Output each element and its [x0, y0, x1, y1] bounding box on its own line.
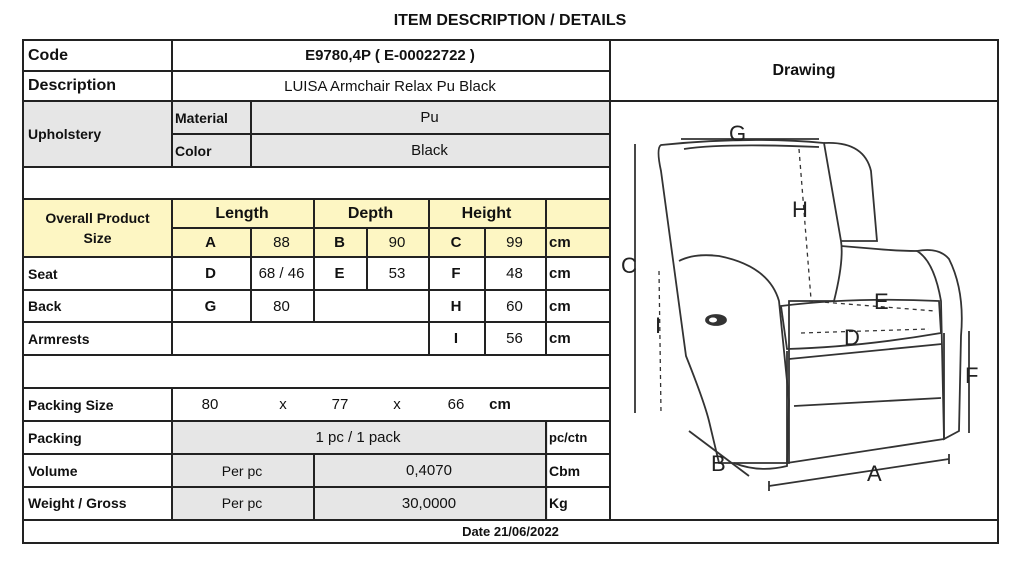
code-value: E9780,4P ( E-00022722 )	[305, 47, 475, 64]
d-value: 68 / 46	[258, 265, 305, 282]
armrests-unit: cm	[549, 330, 571, 347]
c-value: 99	[506, 233, 523, 251]
volume-per: Per pc	[221, 462, 263, 479]
packing-unit: pc/ctn	[549, 430, 588, 445]
depth-header: Depth	[347, 204, 394, 222]
armrests-label: Armrests	[28, 330, 90, 347]
g-value: 80	[273, 297, 290, 315]
seat-unit: cm	[549, 265, 571, 282]
d-letter: D	[205, 265, 216, 282]
drawing-letter-f: F	[965, 363, 979, 388]
i-value: 56	[506, 330, 523, 347]
drawing-letter-b: B	[711, 451, 726, 476]
packing-width: 77	[331, 396, 349, 413]
packing-x2: x	[393, 396, 401, 413]
overall-size-label	[24, 199, 171, 256]
volume-unit: Cbm	[549, 462, 581, 479]
packing-height: 66	[447, 396, 465, 413]
drawing-letter-g: G	[729, 121, 747, 146]
drawing-letter-i: I	[655, 313, 662, 338]
color-value: Black	[411, 142, 448, 159]
f-value: 48	[506, 265, 523, 282]
weight-value: 30,0000	[401, 494, 457, 512]
drawing-label: Drawing	[772, 61, 836, 79]
a-letter: A	[205, 233, 216, 251]
packing-length: 80	[201, 396, 219, 413]
b-letter: B	[334, 233, 345, 251]
seat-label: Seat	[28, 265, 58, 282]
f-letter: F	[451, 265, 461, 282]
material-value: Pu	[420, 109, 439, 126]
packing-x1: x	[279, 396, 287, 413]
seat-cushion	[781, 300, 941, 349]
back-inner	[684, 145, 819, 149]
length-header: Length	[215, 204, 269, 222]
description-label: Description	[28, 77, 117, 94]
drawing-letter-e: E	[874, 289, 889, 314]
upholstery-label: Upholstery	[28, 126, 102, 142]
volume-label: Volume	[28, 462, 78, 479]
drawing-letter-h: H	[792, 197, 808, 222]
b-value: 90	[388, 233, 406, 251]
description-value: LUISA Armchair Relax Pu Black	[284, 77, 496, 95]
i-letter: I	[453, 330, 459, 347]
color-label: Color	[175, 142, 212, 159]
drawing-letter-a: A	[867, 461, 882, 486]
height-header: Height	[461, 204, 512, 222]
overall-size-label-line2: Size	[83, 229, 112, 246]
a-value: 88	[273, 233, 290, 251]
drawing-letter-c: C	[621, 253, 637, 278]
arm-right-front	[841, 246, 917, 251]
h-letter: H	[450, 297, 462, 315]
e-value: 53	[388, 265, 406, 282]
h-value: 60	[506, 297, 523, 315]
weight-label: Weight / Gross	[28, 495, 127, 511]
base-front	[787, 333, 944, 463]
e-letter: E	[334, 265, 345, 282]
c-letter: C	[450, 233, 462, 251]
overall-unit: cm	[549, 233, 571, 251]
packing-size-unit: cm	[489, 396, 511, 413]
drawing-letter-d: D	[844, 325, 860, 350]
material-label: Material	[175, 109, 228, 126]
g-letter: G	[204, 297, 217, 315]
code-label: Code	[28, 46, 68, 64]
armchair-drawing	[609, 101, 998, 519]
packing-value: 1 pc / 1 pack	[315, 429, 401, 446]
page-title: ITEM DESCRIPTION / DETAILS	[393, 12, 627, 29]
overall-size-label-line1: Overall Product	[45, 209, 150, 226]
base-panel	[794, 398, 941, 406]
date-footer: Date 21/06/2022	[462, 524, 559, 539]
back-unit: cm	[549, 297, 571, 315]
packing-size-label: Packing Size	[28, 396, 114, 413]
backrest-outline	[659, 140, 842, 463]
packing-label: Packing	[28, 429, 82, 446]
base-divider	[789, 344, 942, 359]
weight-unit: Kg	[549, 495, 568, 511]
back-label: Back	[28, 298, 62, 314]
volume-value: 0,4070	[406, 462, 452, 479]
weight-per: Per pc	[221, 495, 263, 511]
